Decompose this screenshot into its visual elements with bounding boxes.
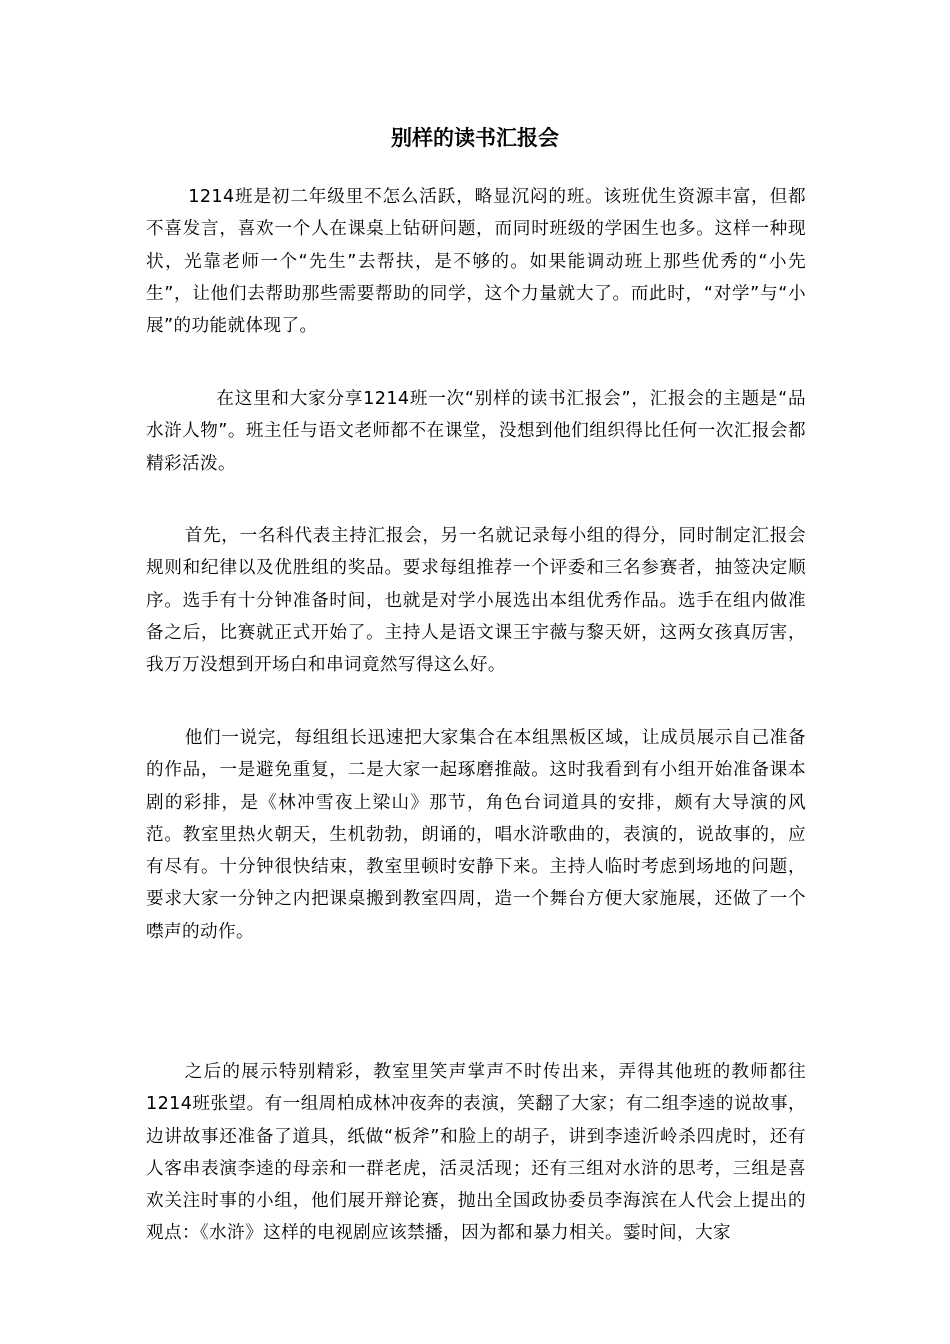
paragraph-4: 他们一说完，每组组长迅速把大家集合在本组黑板区域，让成员展示自己准备的作品，一是避免重复，二是大家一起琢磨推敲。这时我看到有小组开始准备课本剧的彩排，是《林冲雪夜上梁山》那节，角色台词道具的安排，颇有大导演的风范。教室里热火朝天，生机勃勃，朗诵的，唱水浒歌曲的，表演的，说故事的，应有尽有。十分钟很快结束，教室里顿时安静下来。主持人临时考虑到场地的问题，要求大家一分钟之内把课桌搬到教室四周，造一个舞台方便大家施展，还做了一个噤声的动作。	[146, 728, 806, 942]
document-title: 别样的读书汇报会	[391, 126, 559, 150]
paragraph-1: 1214班是初二年级里不怎么活跃，略显沉闷的班。该班优生资源丰富，但都不喜发言，喜欢一个人在课桌上钻研问题，而同时班级的学困生也多。这样一种现状，光靠老师一个“先生”去帮扶，是不够的。如果能调动班上那些优秀的“小先生”，让他们去帮助那些需要帮助的同学，这个力量就大了。而此时，“对学”与“小展”的功能就体现了。	[146, 187, 806, 337]
paragraph-3: 首先，一名科代表主持汇报会，另一名就记录每小组的得分，同时制定汇报会规则和纪律以及优胜组的奖品。要求每组推荐一个评委和三名参赛者，抽签决定顺序。选手有十分钟准备时间，也就是对学小展选出本组优秀作品。选手在组内做准备之后，比赛就正式开始了。主持人是语文课王宇薇与黎天妍，这两女孩真厉害，我万万没想到开场白和串词竟然写得这么好。	[146, 526, 806, 676]
paragraph-5: 之后的展示特别精彩，教室里笑声掌声不时传出来，弄得其他班的教师都往1214班张望。有一组周柏成林冲夜奔的表演，笑翻了大家；有二组李逵的说故事，边讲故事还准备了道具，纸做“板斧”和脸上的胡子，讲到李逵沂岭杀四虎时，还有人客串表演李逵的母亲和一群老虎，活灵活现；还有三组对水浒的思考，三组是喜欢关注时事的小组，他们展开辩论赛，抛出全国政协委员李海滨在人代会上提出的观点：《水浒》这样的电视剧应该禁播，因为都和暴力相关。霎时间，大家	[146, 1062, 806, 1244]
paragraph-2: 在这里和大家分享1214班一次“别样的读书汇报会”，汇报会的主题是“品水浒人物”。班主任与语文老师都不在课堂，没想到他们组织得比任何一次汇报会都精彩活泼。	[146, 389, 806, 474]
